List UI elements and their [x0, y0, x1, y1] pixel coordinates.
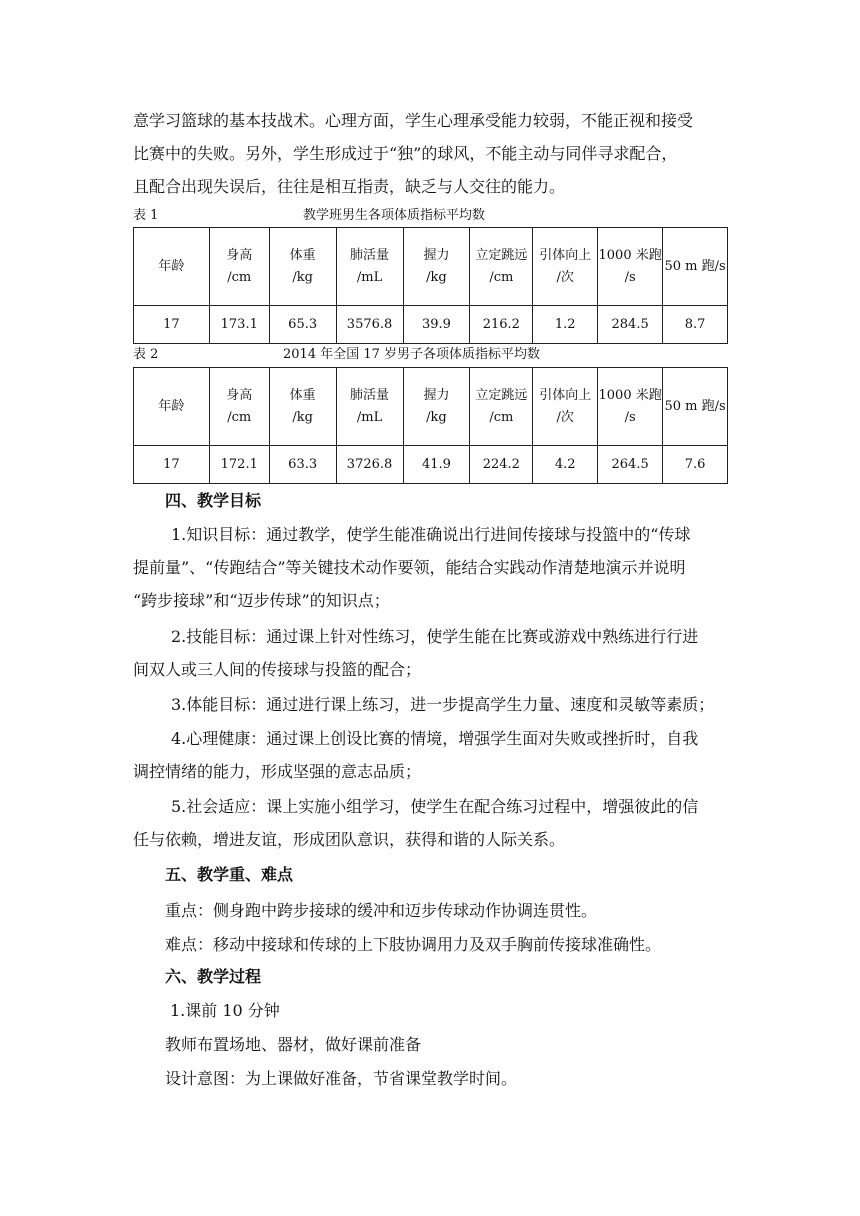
table1-label: 表 1 — [133, 208, 159, 223]
table1 — [133, 227, 728, 344]
header-cell: 身高 /cm — [209, 228, 269, 306]
table-cell: 1.2 — [533, 306, 598, 344]
header-cell: 1000 米跑 /s — [598, 228, 663, 306]
table-cell: 4.2 — [533, 446, 598, 484]
header-cell: 肺活量 /mL — [336, 368, 403, 446]
table-row — [134, 446, 728, 484]
table-cell: 8.7 — [663, 306, 728, 344]
header-cell: 50 m 跑/s — [663, 228, 728, 306]
header-cell: 引体向上 /次 — [533, 228, 598, 306]
goal3-paragraph — [133, 688, 733, 721]
goal5-paragraph — [133, 790, 733, 856]
header-cell: 握力 /kg — [403, 228, 470, 306]
intro-line: 比赛中的失败。另外，学生形成过于“独”的球风，不能主动与同伴寻求配合， — [133, 144, 678, 163]
table2-label: 表 2 — [133, 347, 159, 362]
goal-line: “跨步接球”和“迈步传球”的知识点； — [133, 591, 390, 610]
table-row — [134, 306, 728, 344]
section5-heading: 五、教学重、难点 — [165, 865, 294, 884]
step1-title: 1.课前 10 分钟 — [170, 1001, 280, 1020]
table-cell: 172.1 — [209, 446, 269, 484]
header-cell: 年龄 — [134, 228, 210, 306]
header-cell: 体重 /kg — [269, 368, 336, 446]
goal-line: 间双人或三人间的传接球与投篮的配合； — [133, 660, 422, 679]
table2 — [133, 367, 728, 484]
table-header-row — [134, 228, 728, 306]
header-cell: 立定跳远 /cm — [470, 368, 533, 446]
header-cell: 1000 米跑 /s — [598, 368, 663, 446]
header-cell: 50 m 跑/s — [663, 368, 728, 446]
intro-paragraph — [133, 104, 733, 203]
table-cell: 284.5 — [598, 306, 663, 344]
table-cell: 17 — [134, 446, 210, 484]
header-cell: 体重 /kg — [269, 228, 336, 306]
difficult-point-text: 难点：移动中接球和传球的上下肢协调用力及双手胸前传接球准确性。 — [165, 935, 662, 954]
table-cell: 7.6 — [663, 446, 728, 484]
section6-heading: 六、教学过程 — [165, 967, 262, 986]
table1-caption — [133, 208, 486, 224]
table-cell: 39.9 — [403, 306, 470, 344]
step1-intent: 设计意图：为上课做好准备，节省课堂教学时间。 — [165, 1069, 518, 1088]
goal2-paragraph — [133, 620, 733, 686]
table-cell: 63.3 — [269, 446, 336, 484]
table2-title: 2014 年全国 17 岁男子各项体质指标平均数 — [283, 347, 541, 362]
goal-line: 2.技能目标：通过课上针对性练习，使学生能在比赛或游戏中熟练进行行进 — [171, 627, 699, 646]
header-cell: 立定跳远 /cm — [470, 228, 533, 306]
table-cell: 17 — [134, 306, 210, 344]
intro-line: 且配合出现失误后，往往是相互指责，缺乏与人交往的能力。 — [133, 177, 566, 196]
goal-line: 5.社会适应：课上实施小组学习，使学生在配合练习过程中，增强彼此的信 — [171, 797, 699, 816]
header-cell: 年龄 — [134, 368, 210, 446]
goal-line: 1.知识目标：通过教学，使学生能准确说出行进间传接球与投篮中的“传球 — [171, 525, 691, 544]
header-cell: 引体向上 /次 — [533, 368, 598, 446]
section4-heading: 四、教学目标 — [165, 491, 262, 510]
goal-line: 任与依赖，增进友谊，形成团队意识，获得和谐的人际关系。 — [133, 830, 566, 849]
table-cell: 41.9 — [403, 446, 470, 484]
table-cell: 65.3 — [269, 306, 336, 344]
header-cell: 肺活量 /mL — [336, 228, 403, 306]
table-cell: 3726.8 — [336, 446, 403, 484]
table-cell: 216.2 — [470, 306, 533, 344]
goal1-paragraph — [133, 518, 733, 617]
goal4-paragraph — [133, 722, 733, 788]
table1-title: 教学班男生各项体质指标平均数 — [303, 208, 486, 223]
header-cell: 握力 /kg — [403, 368, 470, 446]
goal-line: 3.体能目标：通过进行课上练习，进一步提高学生力量、速度和灵敏等素质； — [171, 695, 715, 714]
key-point-text: 重点：侧身跑中跨步接球的缓冲和迈步传球动作协调连贯性。 — [165, 901, 598, 920]
table-cell: 3576.8 — [336, 306, 403, 344]
step1-description: 教师布置场地、器材，做好课前准备 — [165, 1035, 422, 1054]
table-cell: 224.2 — [470, 446, 533, 484]
header-cell: 身高 /cm — [209, 368, 269, 446]
goal-line: 4.心理健康：通过课上创设比赛的情境，增强学生面对失败或挫折时，自我 — [171, 729, 699, 748]
goal-line: 调控情绪的能力，形成坚强的意志品质； — [133, 762, 422, 781]
table2-caption — [133, 347, 541, 363]
table-cell: 173.1 — [209, 306, 269, 344]
table-header-row — [134, 368, 728, 446]
goal-line: 提前量”、“传跑结合”等关键技术动作要领，能结合实践动作清楚地演示并说明 — [133, 558, 686, 577]
intro-line: 意学习篮球的基本技战术。心理方面，学生心理承受能力较弱，不能正视和接受 — [133, 111, 694, 130]
table-cell: 264.5 — [598, 446, 663, 484]
